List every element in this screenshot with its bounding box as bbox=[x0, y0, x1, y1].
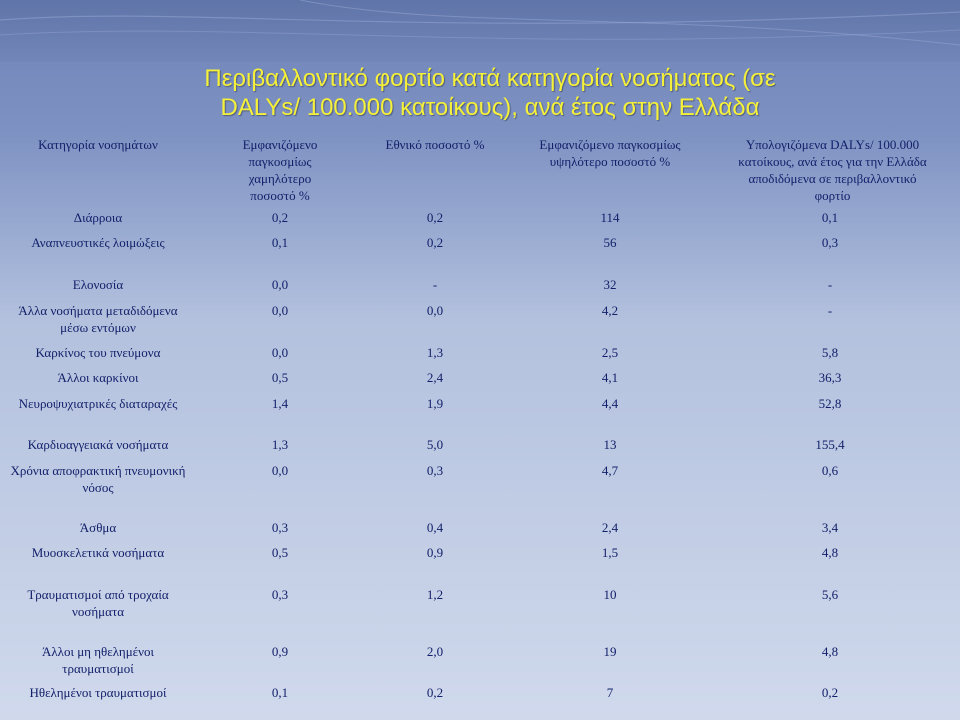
cell-category: Χρόνια αποφρακτική πνευμονική νόσος bbox=[10, 463, 186, 495]
cell-dalys: 4,8 bbox=[821, 644, 839, 659]
cell-national: 0,3 bbox=[426, 463, 444, 478]
cell-dalys: 52,8 bbox=[818, 396, 842, 411]
cell-category: Άσθμα bbox=[79, 520, 117, 535]
cell-category: Καρδιοαγγειακά νοσήματα bbox=[27, 437, 169, 452]
cell-national: 5,0 bbox=[426, 437, 444, 452]
cell-low: 0,5 bbox=[271, 545, 289, 560]
cell-high: 4,2 bbox=[601, 303, 619, 318]
cell-dalys: 36,3 bbox=[818, 370, 842, 385]
cell-national: 1,3 bbox=[426, 345, 444, 360]
cell-high: 4,1 bbox=[601, 370, 619, 385]
cell-national: 0,4 bbox=[426, 520, 444, 535]
cell-low: 0,0 bbox=[271, 463, 289, 478]
header-national: Εθνικό ποσοστό % bbox=[385, 137, 485, 152]
cell-low: 0,3 bbox=[271, 587, 289, 602]
cell-national: 0,9 bbox=[426, 545, 444, 560]
cell-low: 0,1 bbox=[271, 235, 289, 250]
header-dalys: Υπολογιζόμενα DALYs/ 100.000 κατοίκους, ανά έτος για την Ελλάδα αποδιδόμενα σε περιβαλλοντικό φορτίο bbox=[738, 137, 927, 203]
cell-national: 0,2 bbox=[426, 210, 444, 225]
cell-high: 2,4 bbox=[601, 520, 619, 535]
cell-low: 0,9 bbox=[271, 644, 289, 659]
cell-dalys: 3,4 bbox=[821, 520, 839, 535]
cell-national: 1,2 bbox=[426, 587, 444, 602]
cell-low: 1,4 bbox=[271, 396, 289, 411]
cell-high: 19 bbox=[603, 644, 617, 659]
cell-high: 56 bbox=[603, 235, 617, 250]
cell-dalys: 0,1 bbox=[821, 210, 839, 225]
cell-national: 2,0 bbox=[426, 644, 444, 659]
cell-high: 1,5 bbox=[601, 545, 619, 560]
cell-low: 0,1 bbox=[271, 685, 289, 700]
cell-high: 4,4 bbox=[601, 396, 619, 411]
slide-title-line-2: DALYs/ 100.000 κατοίκους), ανά έτος στην Ελλάδα bbox=[220, 94, 760, 121]
cell-low: 0,0 bbox=[271, 277, 289, 292]
cell-category: Αναπνευστικές λοιμώξεις bbox=[31, 235, 165, 250]
header-category: Κατηγορία νοσημάτων bbox=[38, 137, 158, 152]
cell-high: 2,5 bbox=[601, 345, 619, 360]
cell-dalys: 0,2 bbox=[821, 685, 839, 700]
cell-dalys: 0,6 bbox=[821, 463, 839, 478]
cell-dalys: 0,3 bbox=[821, 235, 839, 250]
cell-high: 13 bbox=[603, 437, 617, 452]
cell-category: Νευροψυχιατρικές διαταραχές bbox=[18, 396, 178, 411]
decorative-curves bbox=[0, 0, 960, 62]
cell-category: Άλλοι μη ηθελημένοι τραυματισμοί bbox=[41, 644, 155, 676]
cell-dalys: 5,6 bbox=[821, 587, 839, 602]
cell-category: Άλλα νοσήματα μεταδιδόμενα μέσω εντόμων bbox=[18, 303, 178, 335]
cell-national: 0,2 bbox=[426, 685, 444, 700]
cell-dalys: 5,8 bbox=[821, 345, 839, 360]
cell-high: 10 bbox=[603, 587, 617, 602]
cell-national: - bbox=[432, 277, 438, 292]
cell-category: Διάρροια bbox=[73, 210, 123, 225]
slide-title bbox=[60, 64, 920, 122]
cell-category: Καρκίνος του πνεύμονα bbox=[35, 345, 161, 360]
decorative-top-band bbox=[0, 0, 960, 62]
cell-national: 2,4 bbox=[426, 370, 444, 385]
header-global-low: Εμφανιζόμενο παγκοσμίως χαμηλότερο ποσοστό % bbox=[242, 137, 318, 203]
cell-high: 32 bbox=[603, 277, 617, 292]
cell-dalys: - bbox=[827, 277, 833, 292]
cell-dalys: 4,8 bbox=[821, 545, 839, 560]
cell-category: Ελονοσία bbox=[72, 277, 124, 292]
cell-dalys: - bbox=[827, 303, 833, 318]
cell-category: Ηθελημένοι τραυματισμοί bbox=[29, 685, 167, 700]
cell-low: 0,3 bbox=[271, 520, 289, 535]
cell-national: 1,9 bbox=[426, 396, 444, 411]
cell-national: 0,2 bbox=[426, 235, 444, 250]
cell-low: 0,0 bbox=[271, 303, 289, 318]
cell-high: 114 bbox=[600, 210, 620, 225]
cell-dalys: 155,4 bbox=[815, 437, 845, 452]
header-global-high: Εμφανιζόμενο παγκοσμίως υψηλότερο ποσοστό % bbox=[539, 137, 681, 169]
cell-low: 0,0 bbox=[271, 345, 289, 360]
cell-category: Άλλοι καρκίνοι bbox=[57, 370, 139, 385]
cell-high: 7 bbox=[606, 685, 614, 700]
cell-low: 0,2 bbox=[271, 210, 289, 225]
cell-low: 0,5 bbox=[271, 370, 289, 385]
cell-category: Τραυματισμοί από τροχαία νοσήματα bbox=[27, 587, 169, 619]
cell-low: 1,3 bbox=[271, 437, 289, 452]
slide-title-line-1: Περιβαλλοντικό φορτίο κατά κατηγορία νοσήματος (σε bbox=[204, 65, 776, 92]
cell-category: Μυοσκελετικά νοσήματα bbox=[31, 545, 165, 560]
cell-high: 4,7 bbox=[601, 463, 619, 478]
cell-national: 0,0 bbox=[426, 303, 444, 318]
